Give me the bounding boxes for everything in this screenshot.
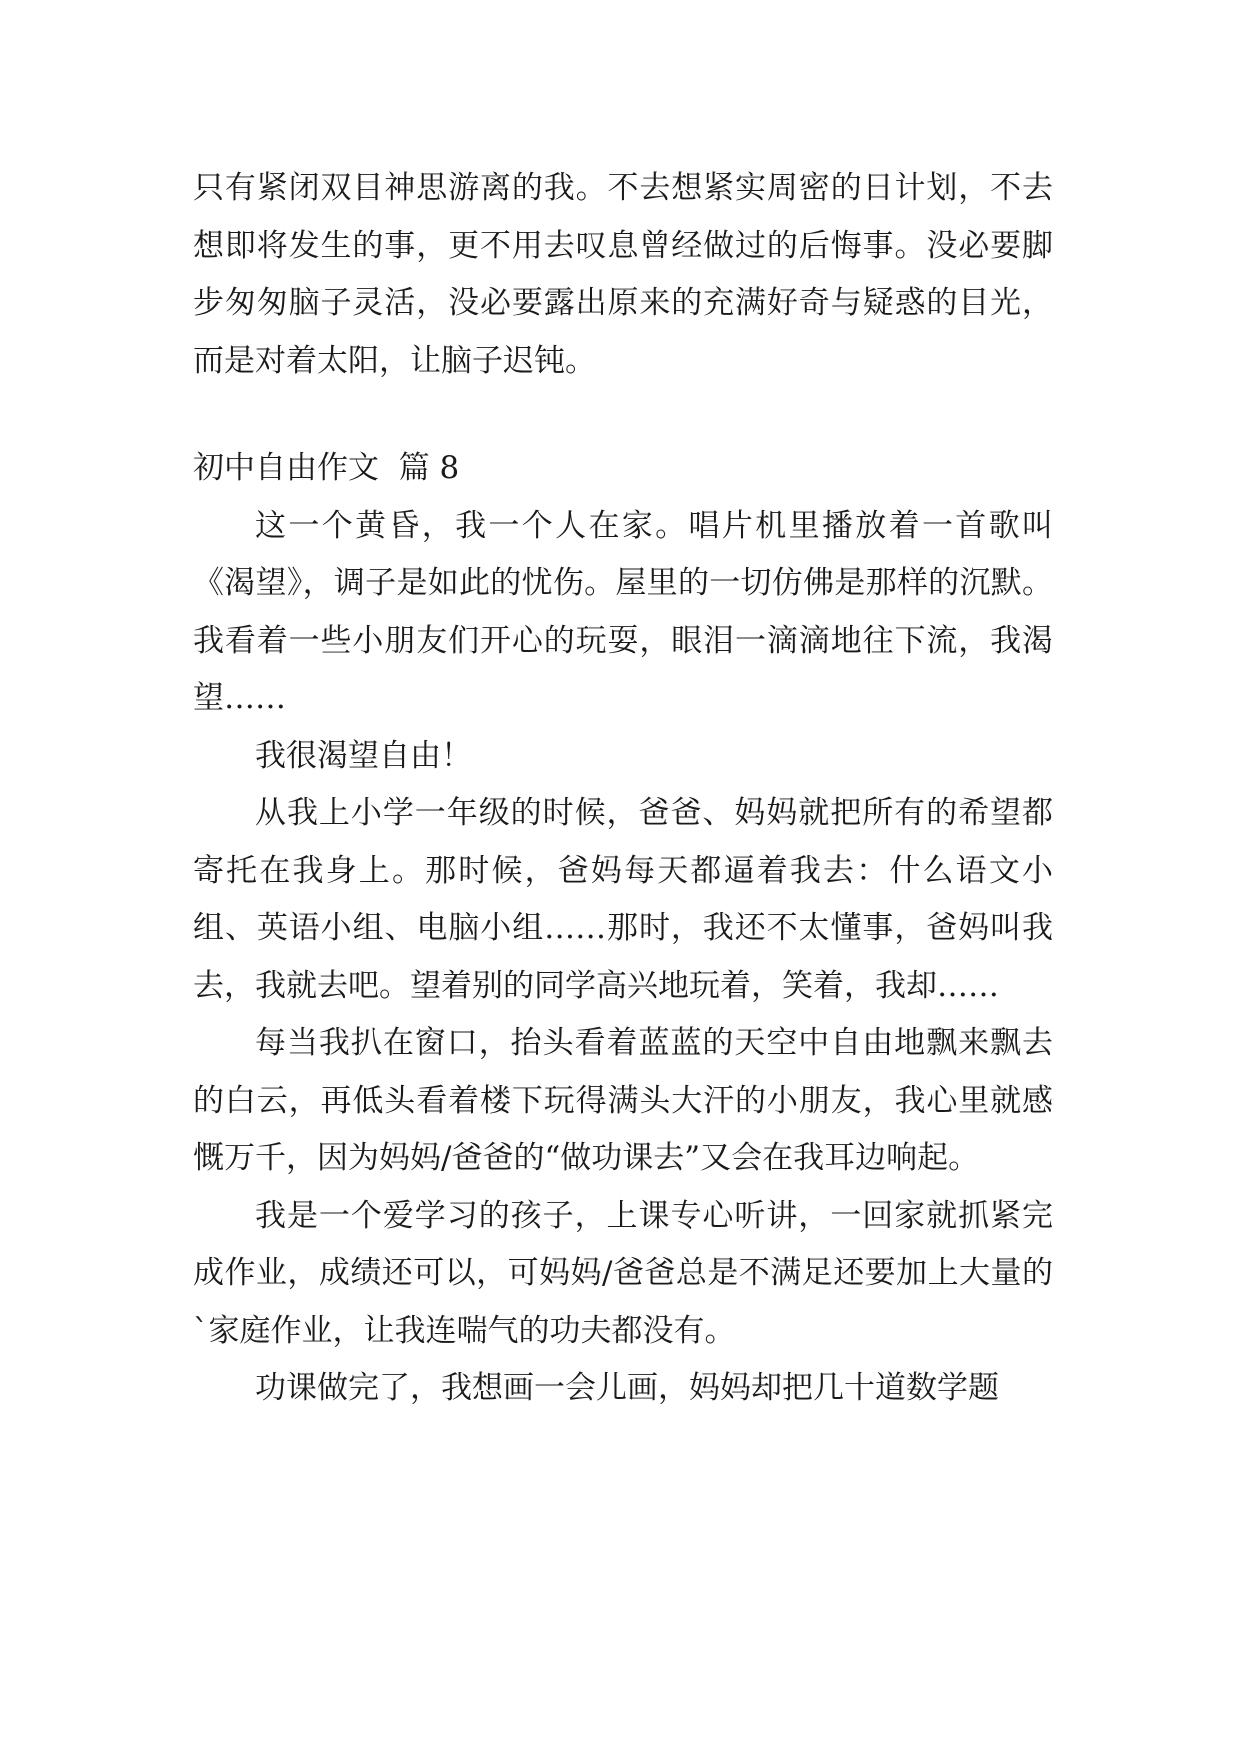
paragraph: 我是一个爱学习的孩子，上课专心听讲，一回家就抓紧完成作业，成绩还可以，可妈妈/爸爸总是不满足还要加上大量的`家庭作业，让我连喘气的功夫都没有。 [193,1197,1053,1349]
paragraph: 每当我扒在窗口，抬头看着蓝蓝的天空中自由地飘来飘去的白云，再低头看着楼下玩得满头大汗的小朋友，我心里就感慨万千，因为妈妈/爸爸的“做功课去”又会在我耳边响起。 [193,1025,1053,1176]
paragraph: 从我上小学一年级的时候，爸爸、妈妈就把所有的希望都寄托在我身上。那时候，爸妈每天都逼着我去：什么语文小组、英语小组、电脑小组……那时，我还不太懂事，爸妈叫我去，我就去吧。望着别的同学高兴地玩着，笑着，我却…… [193,795,1053,1004]
section-heading: 初中自由作文 篇 8 [193,450,460,486]
paragraph: 我很渴望自由！ [255,737,472,774]
paragraph: 这一个黄昏，我一个人在家。唱片机里播放着一首歌叫《渴望》，调子是如此的忧伤。屋里的一切仿佛是那样的沉默。我看着一些小朋友们开心的玩耍，眼泪一滴滴地往下流，我渴望…… [193,507,1053,716]
paragraph-continued: 只有紧闭双目神思游离的我。不去想紧实周密的日计划，不去想即将发生的事，更不用去叹息曾经做过的后悔事。没必要脚步匆匆脑子灵活，没必要露出原来的充满好奇与疑惑的目光，而是对着太阳，让脑子迟钝。 [193,170,1053,379]
paragraph: 功课做完了，我想画一会儿画，妈妈却把几十道数学题 [255,1370,999,1406]
document-body [193,160,1053,1418]
